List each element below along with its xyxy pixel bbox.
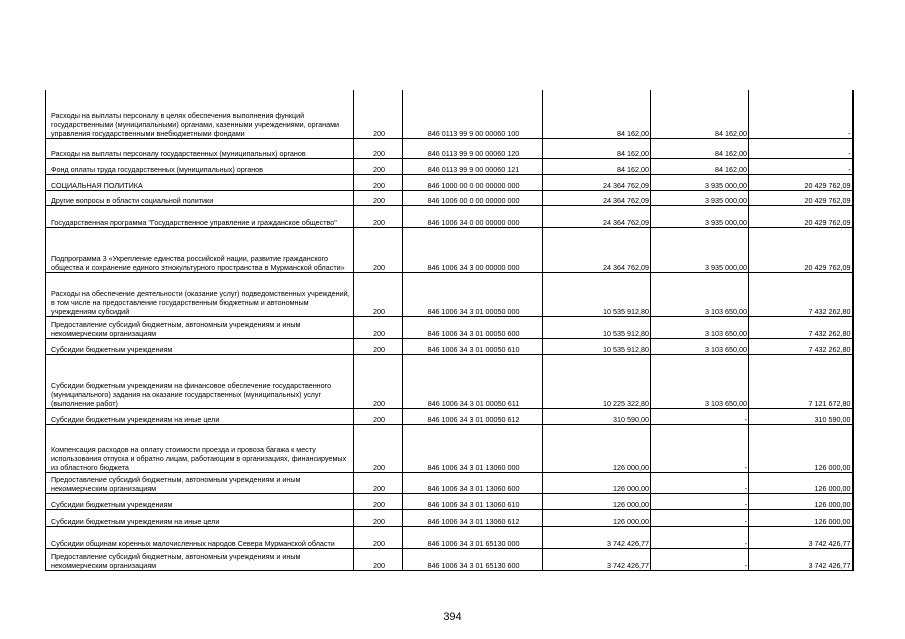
table-row xyxy=(46,174,853,190)
row-approved-amount: 24 364 762,09 xyxy=(543,190,651,205)
row-approved-amount: 10 535 912,80 xyxy=(543,316,651,338)
row-approved-amount: 126 000,00 xyxy=(543,424,651,472)
row-approved-amount: 10 535 912,80 xyxy=(543,272,651,316)
row-remaining-amount: 7 432 262,80 xyxy=(749,338,853,354)
row-approved-amount: 126 000,00 xyxy=(543,493,651,509)
row-name: Другие вопросы в области социальной политики xyxy=(46,190,354,205)
row-approved-amount: 84 162,00 xyxy=(543,90,651,138)
row-kbk: 846 0113 99 9 00 00060 100 xyxy=(403,90,543,138)
page-number: 394 xyxy=(443,611,462,623)
table-row xyxy=(46,526,853,548)
row-kbk: 846 1006 34 0 00 00000 000 xyxy=(403,205,543,227)
row-code: 200 xyxy=(354,316,403,338)
row-code: 200 xyxy=(354,472,403,493)
row-remaining-amount: 310 590,00 xyxy=(749,408,853,424)
row-remaining-amount: 20 429 762,09 xyxy=(749,190,853,205)
row-executed-amount: 84 162,00 xyxy=(651,90,749,138)
row-remaining-amount: 7 121 672,80 xyxy=(749,354,853,408)
row-executed-amount: 3 103 650,00 xyxy=(651,354,749,408)
row-kbk: 846 0113 99 9 00 00060 121 xyxy=(403,158,543,174)
row-executed-amount: - xyxy=(651,424,749,472)
row-approved-amount: 310 590,00 xyxy=(543,408,651,424)
row-name: Расходы на обеспечение деятельности (оказание услуг) подведомственных учреждений, в том числе на предоставление государственным бюджетным и автономным учреждениям субсидий xyxy=(46,272,354,316)
row-code: 200 xyxy=(354,90,403,138)
row-kbk: 846 1006 34 3 01 13060 612 xyxy=(403,509,543,526)
row-code: 200 xyxy=(354,509,403,526)
table-row xyxy=(46,316,853,338)
row-name: Расходы на выплаты персоналу государственных (муниципальных) органов xyxy=(46,138,354,158)
row-name: Субсидии бюджетным учреждениям xyxy=(46,493,354,509)
row-executed-amount: - xyxy=(651,548,749,570)
row-code: 200 xyxy=(354,138,403,158)
row-kbk: 846 1006 34 3 01 13060 610 xyxy=(403,493,543,509)
row-executed-amount: - xyxy=(651,408,749,424)
table-row xyxy=(46,338,853,354)
row-remaining-amount: 20 429 762,09 xyxy=(749,205,853,227)
row-executed-amount: 3 935 000,00 xyxy=(651,205,749,227)
row-approved-amount: 24 364 762,09 xyxy=(543,227,651,272)
row-code: 200 xyxy=(354,526,403,548)
row-executed-amount: 3 103 650,00 xyxy=(651,316,749,338)
row-executed-amount: 3 935 000,00 xyxy=(651,174,749,190)
row-approved-amount: 3 742 426,77 xyxy=(543,548,651,570)
row-remaining-amount: 20 429 762,09 xyxy=(749,174,853,190)
row-name: Расходы на выплаты персоналу в целях обеспечения выполнения функций государственными (муниципальными) органами, казенными учреждениями, органами управления государственными внебюджетными фондами xyxy=(46,90,354,138)
row-code: 200 xyxy=(354,227,403,272)
row-code: 200 xyxy=(354,272,403,316)
row-kbk: 846 1006 34 3 01 13060 600 xyxy=(403,472,543,493)
row-remaining-amount: 126 000,00 xyxy=(749,424,853,472)
row-name: Субсидии бюджетным учреждениям xyxy=(46,338,354,354)
table-row xyxy=(46,90,853,138)
row-approved-amount: 10 535 912,80 xyxy=(543,338,651,354)
table-row xyxy=(46,138,853,158)
row-executed-amount: - xyxy=(651,509,749,526)
row-kbk: 846 0113 99 9 00 00060 120 xyxy=(403,138,543,158)
row-kbk: 846 1000 00 0 00 00000 000 xyxy=(403,174,543,190)
table-row xyxy=(46,408,853,424)
row-name: Компенсация расходов на оплату стоимости проезда и провоза багажа к месту использования отпуска и обратно лицам, работающим в организациях, финансируемых из областного бюджета xyxy=(46,424,354,472)
row-executed-amount: 84 162,00 xyxy=(651,138,749,158)
row-remaining-amount: 3 742 426,77 xyxy=(749,548,853,570)
row-executed-amount: - xyxy=(651,526,749,548)
table-body xyxy=(46,90,853,570)
row-remaining-amount: 126 000,00 xyxy=(749,509,853,526)
table-row xyxy=(46,227,853,272)
row-name: Предоставление субсидий бюджетным, автономным учреждениям и иным некоммерческим организациям xyxy=(46,548,354,570)
row-executed-amount: 3 103 650,00 xyxy=(651,338,749,354)
row-kbk: 846 1006 34 3 01 00050 000 xyxy=(403,272,543,316)
row-kbk: 846 1006 34 3 01 00050 611 xyxy=(403,354,543,408)
row-code: 200 xyxy=(354,338,403,354)
row-approved-amount: 126 000,00 xyxy=(543,509,651,526)
row-remaining-amount: - xyxy=(749,90,853,138)
row-executed-amount: - xyxy=(651,493,749,509)
row-name: Фонд оплаты труда государственных (муниципальных) органов xyxy=(46,158,354,174)
row-code: 200 xyxy=(354,408,403,424)
row-executed-amount: - xyxy=(651,472,749,493)
table-row xyxy=(46,158,853,174)
row-approved-amount: 10 225 322,80 xyxy=(543,354,651,408)
table-row xyxy=(46,548,853,570)
row-kbk: 846 1006 34 3 01 00050 610 xyxy=(403,338,543,354)
row-remaining-amount: - xyxy=(749,138,853,158)
row-code: 200 xyxy=(354,354,403,408)
row-code: 200 xyxy=(354,493,403,509)
row-kbk: 846 1006 34 3 01 65130 600 xyxy=(403,548,543,570)
row-name: Субсидии бюджетным учреждениям на иные цели xyxy=(46,509,354,526)
row-name: Субсидии бюджетным учреждениям на финансовое обеспечение государственного (муниципального) задания на оказание государственных (муниципальных) услуг (выполнение работ) xyxy=(46,354,354,408)
table-row xyxy=(46,493,853,509)
row-name: Субсидии бюджетным учреждениям на иные цели xyxy=(46,408,354,424)
row-remaining-amount: 7 432 262,80 xyxy=(749,272,853,316)
row-name: Предоставление субсидий бюджетным, автономным учреждениям и иным некоммерческим организациям xyxy=(46,316,354,338)
table-row xyxy=(46,354,853,408)
table-row xyxy=(46,509,853,526)
table-row xyxy=(46,424,853,472)
row-kbk: 846 1006 00 0 00 00000 000 xyxy=(403,190,543,205)
row-remaining-amount: 126 000,00 xyxy=(749,472,853,493)
row-name: СОЦИАЛЬНАЯ ПОЛИТИКА xyxy=(46,174,354,190)
row-kbk: 846 1006 34 3 01 00050 600 xyxy=(403,316,543,338)
row-kbk: 846 1006 34 3 00 00000 000 xyxy=(403,227,543,272)
row-approved-amount: 126 000,00 xyxy=(543,472,651,493)
row-code: 200 xyxy=(354,548,403,570)
row-remaining-amount: 3 742 426,77 xyxy=(749,526,853,548)
row-code: 200 xyxy=(354,174,403,190)
row-executed-amount: 84 162,00 xyxy=(651,158,749,174)
row-code: 200 xyxy=(354,424,403,472)
table-row xyxy=(46,190,853,205)
row-executed-amount: 3 103 650,00 xyxy=(651,272,749,316)
table-row xyxy=(46,205,853,227)
budget-execution-table xyxy=(45,90,854,571)
row-name: Подпрограмма 3 «Укрепление единства российской нации, развитие гражданского общества и сохранение единого этнокультурного пространства в Мурманской области» xyxy=(46,227,354,272)
row-code: 200 xyxy=(354,158,403,174)
table-row xyxy=(46,472,853,493)
row-kbk: 846 1006 34 3 01 65130 000 xyxy=(403,526,543,548)
row-remaining-amount: - xyxy=(749,158,853,174)
row-approved-amount: 24 364 762,09 xyxy=(543,174,651,190)
row-executed-amount: 3 935 000,00 xyxy=(651,227,749,272)
row-code: 200 xyxy=(354,190,403,205)
row-remaining-amount: 7 432 262,80 xyxy=(749,316,853,338)
row-approved-amount: 3 742 426,77 xyxy=(543,526,651,548)
row-approved-amount: 84 162,00 xyxy=(543,138,651,158)
row-name: Государственная программа "Государственное управление и гражданское общество" xyxy=(46,205,354,227)
row-approved-amount: 24 364 762,09 xyxy=(543,205,651,227)
row-kbk: 846 1006 34 3 01 13060 000 xyxy=(403,424,543,472)
row-executed-amount: 3 935 000,00 xyxy=(651,190,749,205)
table-row xyxy=(46,272,853,316)
row-code: 200 xyxy=(354,205,403,227)
row-approved-amount: 84 162,00 xyxy=(543,158,651,174)
row-remaining-amount: 20 429 762,09 xyxy=(749,227,853,272)
row-kbk: 846 1006 34 3 01 00050 612 xyxy=(403,408,543,424)
row-name: Субсидии общинам коренных малочисленных народов Севера Мурманской области xyxy=(46,526,354,548)
row-name: Предоставление субсидий бюджетным, автономным учреждениям и иным некоммерческим организациям xyxy=(46,472,354,493)
row-remaining-amount: 126 000,00 xyxy=(749,493,853,509)
